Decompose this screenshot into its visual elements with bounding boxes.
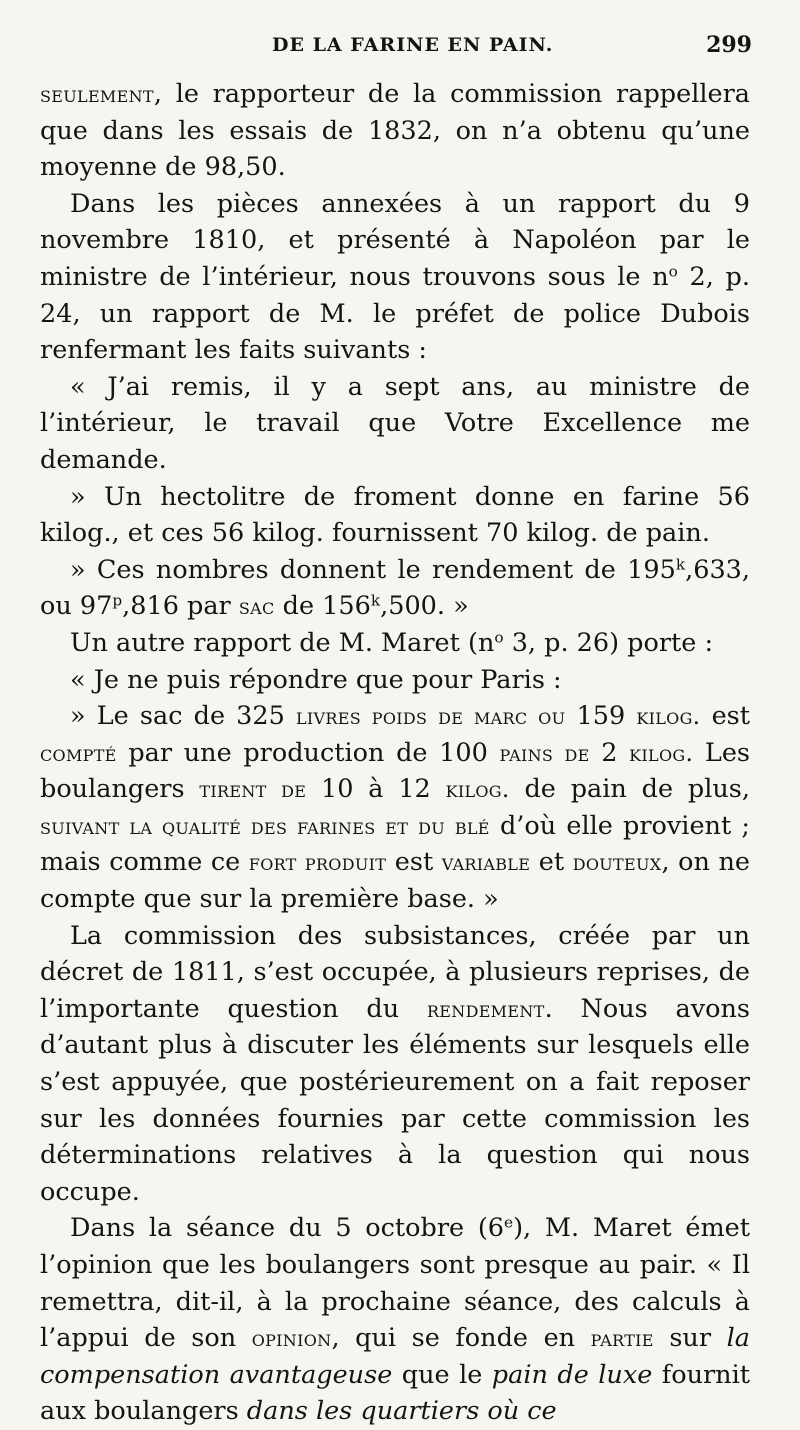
text-run: ), M. Maret émet l’opinion que les boulangers sont presque au pair. « Il remettra, dit-il, à la prochaine séance, des calculs à l’appui de son (40, 1213, 750, 1354)
text-run: » Un hectolitre de froment donne en farine 56 kilog., et ces 56 kilog. fournissent 70 kilog. de pain. (40, 481, 750, 549)
paragraph (40, 479, 750, 552)
small-caps-text: compté (40, 738, 117, 767)
text-run: est (386, 847, 442, 878)
text-run: . Nous avons d’autant plus à discuter les éléments sur lesquels elle s’est appuyée, que postérieurement on a fait reposer sur les données fournies par cette commission les déterminations relatives à la question qui nous occupe. (40, 993, 750, 1207)
text-run: 10 à 12 (306, 774, 446, 805)
superscript-text: p (112, 591, 123, 610)
text-run: » Ces nombres donnent le rendement de 195 (70, 554, 676, 585)
superscript-text: o (668, 262, 678, 281)
page-header (40, 30, 760, 66)
text-run: sur (653, 1323, 727, 1354)
paragraph (40, 625, 750, 662)
body-text (40, 76, 750, 1430)
page-number: 299 (706, 32, 752, 58)
text-run: Dans les pièces annexées à un rapport du 9 novembre 1810, et présenté à Napoléon par le ministre de l’intérieur, nous trouvons sous le n (40, 188, 750, 292)
paragraph (40, 662, 750, 699)
paragraph (40, 1210, 750, 1430)
running-title: DE LA FARINE EN PAIN. (272, 34, 554, 56)
small-caps-text: seulement (40, 80, 154, 108)
text-run: ,500. » (380, 591, 469, 622)
text-run: est (700, 701, 750, 732)
text-run: , on ne compte que sur la première base. » (40, 847, 751, 915)
italic-text: dans les quartiers où ce (246, 1396, 557, 1427)
small-caps-text: kilog. (636, 702, 701, 731)
small-caps-text: suivant la qualité des farines et du blé (40, 811, 490, 840)
italic-text: la compensation avantageuse (40, 1323, 750, 1390)
small-caps-text: kilog. (629, 738, 694, 767)
superscript-text: k (675, 555, 686, 574)
text-run: par une production de 100 (116, 737, 500, 768)
small-caps-text: pains de (499, 738, 590, 767)
text-run: « J’ai remis, il y a sept ans, au ministre de l’intérieur, le travail que Votre Excellence me demande. (40, 371, 750, 475)
text-run: « Je ne puis répondre que pour Paris : (70, 664, 562, 695)
text-run: » Le sac de 325 (70, 701, 296, 732)
text-run: Un autre rapport de M. Maret (n (70, 627, 495, 658)
small-caps-text: livres poids de marc ou (296, 702, 566, 731)
text-run: , le rapporteur de la commission rappellera que dans les essais de 1832, on n’a obtenu qu’une moyenne de 98,50. (40, 79, 750, 183)
text-run: d’où elle provient ; mais comme ce (40, 810, 750, 878)
paragraph (40, 698, 750, 918)
small-caps-text: opinion (251, 1324, 332, 1353)
text-run: 159 (565, 701, 637, 732)
small-caps-text: sac (238, 592, 275, 621)
italic-text: pain de luxe (491, 1359, 653, 1390)
text-run: de 156 (274, 591, 371, 622)
superscript-text: k (370, 591, 381, 610)
text-run: 2, p. 24, un rapport de M. le préfet de police Dubois renfermant les faits suivants : (40, 261, 750, 366)
text-run: , qui se fonde en (331, 1323, 591, 1354)
paragraph (40, 76, 750, 186)
small-caps-text: rendement (426, 994, 545, 1023)
paragraph (40, 369, 750, 479)
superscript-text: e (504, 1214, 514, 1232)
small-caps-text: partie (590, 1324, 654, 1353)
small-caps-text: kilog. (445, 775, 510, 804)
paragraph (40, 918, 750, 1211)
text-run: ,816 par (122, 591, 239, 622)
small-caps-text: tirent de (199, 775, 307, 804)
text-run: que le (392, 1359, 492, 1390)
small-caps-text: fort produit (248, 848, 387, 877)
text-run: de pain de plus, (509, 774, 750, 805)
text-run: Dans la séance du 5 octobre (6 (70, 1213, 505, 1244)
text-run: 3, p. 26) porte : (503, 627, 714, 658)
paragraph (40, 186, 750, 369)
text-run: La commission des subsistances, créée par un décret de 1811, s’est occupée, à plusieurs reprises, de l’importante question du (40, 920, 750, 1024)
paragraph (40, 552, 750, 625)
text-run: et (530, 847, 573, 878)
small-caps-text: variable (441, 848, 531, 877)
small-caps-text: douteux (572, 848, 662, 877)
text-run: fournit aux boulangers (40, 1359, 751, 1427)
superscript-text: o (494, 628, 504, 647)
text-run: 2 (589, 737, 630, 768)
text-run: Les boulangers (40, 737, 751, 805)
text-run: ,633, ou 97 (40, 554, 750, 622)
